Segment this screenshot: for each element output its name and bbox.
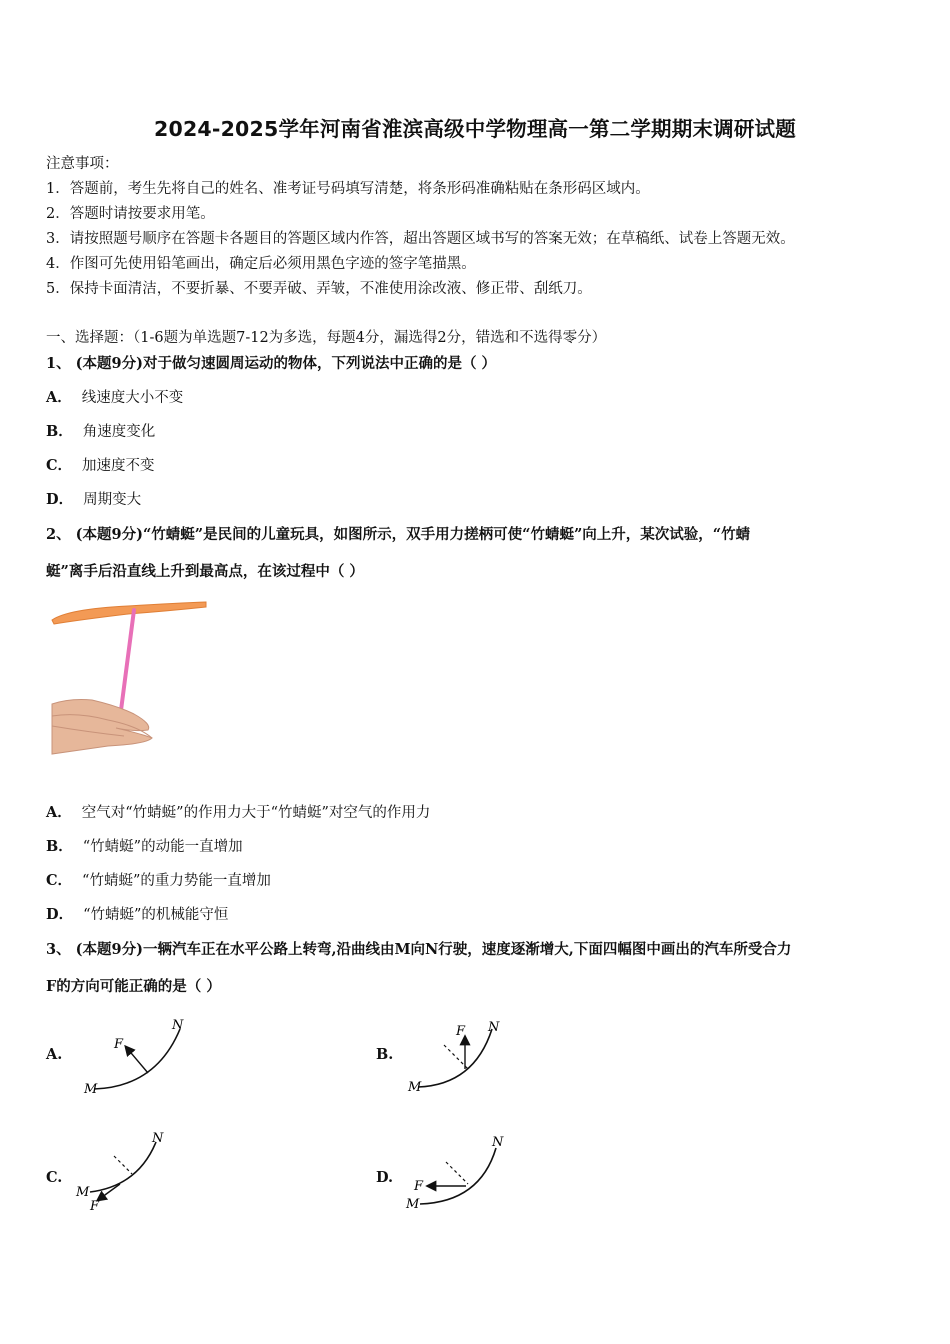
- notes-heading: 注意事项：: [46, 156, 119, 172]
- bamboo-dragonfly-image: [48, 596, 212, 760]
- q1-option-d: [46, 488, 141, 509]
- note-item: 2．答题时请按要求用笔。: [46, 206, 215, 222]
- q2-stem-line2: 蜓”离手后沿直线上升到最高点，在该过程中（ ）: [46, 563, 364, 580]
- q2-option-d: [46, 903, 228, 924]
- option-letter: D．: [46, 906, 74, 923]
- option-letter: D．: [46, 491, 74, 508]
- point-m-label: M: [84, 1082, 98, 1097]
- figure-d-label: D.: [376, 1169, 394, 1186]
- point-n-label: N: [488, 1020, 500, 1035]
- figure-c-label: C.: [46, 1169, 63, 1186]
- option-letter: A．: [46, 804, 72, 821]
- note-item: 3．请按照题号顺序在答题卡各题目的答题区域内作答，超出答题区域书写的答案无效；在草稿纸、试卷上答题无效。: [46, 231, 795, 247]
- q2-stem-line1: 2、 (本题9分)“竹蜻蜓”是民间的儿童玩具，如图所示，双手用力搓柄可使“竹蜻蜓”向上升，某次试验，“竹蜻: [46, 526, 751, 543]
- option-text: “竹蜻蜓”的机械能守恒: [83, 907, 229, 923]
- option-letter: B．: [46, 838, 73, 855]
- figure-d-diagram: [404, 1130, 524, 1218]
- point-m-label: M: [408, 1080, 422, 1095]
- q2-option-a: [46, 801, 430, 822]
- option-text: 空气对“竹蜻蜓”的作用力大于“竹蜻蜓”对空气的作用力: [81, 805, 431, 821]
- option-letter: C．: [46, 457, 73, 474]
- figure-b-diagram: [404, 1015, 524, 1100]
- option-text: 周期变大: [83, 492, 142, 508]
- figure-b-label: B.: [376, 1046, 394, 1063]
- option-text: “竹蜻蜓”的动能一直增加: [82, 839, 243, 855]
- figure-a-diagram: [76, 1015, 196, 1100]
- point-n-label: N: [172, 1018, 184, 1033]
- note-item: 1．答题前，考生先将自己的姓名、准考证号码填写清楚，将条形码准确粘贴在条形码区域内。: [46, 181, 650, 197]
- option-letter: A．: [46, 389, 72, 406]
- point-n-label: N: [492, 1135, 504, 1150]
- q1-option-c: [46, 454, 155, 475]
- figure-a-label: A.: [46, 1046, 63, 1063]
- option-letter: C．: [46, 872, 73, 889]
- force-f-label: F: [114, 1037, 124, 1052]
- force-f-label: F: [90, 1199, 100, 1214]
- option-text: “竹蜻蜓”的重力势能一直增加: [82, 873, 271, 889]
- force-f-label: F: [414, 1179, 424, 1194]
- page-title: 2024-2025学年河南省淮滨高级中学物理高一第二学期期末调研试题: [154, 117, 796, 141]
- option-text: 加速度不变: [82, 458, 155, 474]
- section-heading: 一、选择题：（1-6题为单选题7-12为多选，每题4分，漏选得2分，错选和不选得零分）: [46, 330, 607, 346]
- q3-stem-line1: 3、 (本题9分)一辆汽车正在水平公路上转弯,沿曲线由M向N行驶，速度逐渐增大,下面四幅图中画出的汽车所受合力: [46, 941, 792, 958]
- q1-option-b: [46, 420, 155, 441]
- option-text: 角速度变化: [82, 424, 156, 440]
- force-f-label: F: [456, 1024, 466, 1039]
- q2-option-b: [46, 835, 243, 856]
- point-m-label: M: [76, 1185, 90, 1200]
- point-m-label: M: [406, 1197, 420, 1212]
- q2-option-c: [46, 869, 271, 890]
- q1-stem: 1、 (本题9分)对于做匀速圆周运动的物体，下列说法中正确的是（ ）: [46, 355, 496, 372]
- figure-c-diagram: [74, 1128, 194, 1216]
- point-n-label: N: [152, 1131, 164, 1146]
- note-item: 4．作图可先使用铅笔画出，确定后必须用黑色字迹的签字笔描黑。: [46, 256, 476, 272]
- option-text: 线速度大小不变: [81, 390, 184, 406]
- q1-option-a: [46, 386, 183, 407]
- option-letter: B．: [46, 423, 73, 440]
- note-item: 5．保持卡面清洁，不要折暴、不要弄破、弄皱，不准使用涂改液、修正带、刮纸刀。: [46, 281, 592, 297]
- q3-stem-line2: F的方向可能正确的是（ ）: [46, 978, 221, 995]
